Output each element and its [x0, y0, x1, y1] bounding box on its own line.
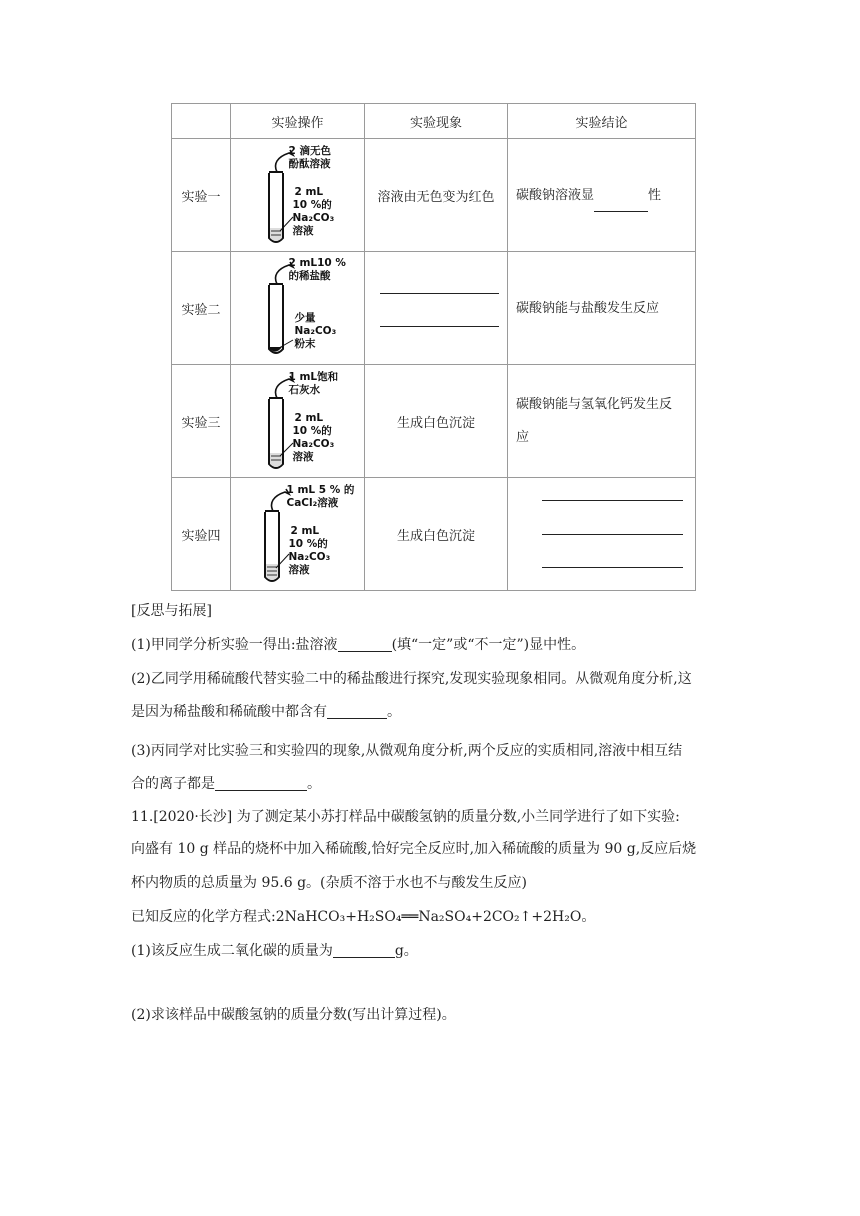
reagent-label: 1 mL饱和 — [288, 371, 339, 383]
reagent-label: 10 %的 — [292, 199, 332, 211]
reagent-label: 酚酞溶液 — [288, 158, 331, 170]
reagent-label: Na₂CO₃ — [292, 438, 335, 450]
reflect-q3-line2: 合的离子都是 。 — [131, 776, 321, 792]
phenomenon-cell — [365, 254, 507, 362]
problem11-line2: 向盛有 10 g 样品的烧杯中加入稀硫酸,恰好完全反应时,加入稀硫酸的质量为 90 g,反应后烧 — [131, 841, 697, 857]
reflect-q2-line2: 是因为稀盐酸和稀硫酸中都含有 。 — [131, 704, 401, 720]
reagent-label: 10 %的 — [292, 425, 332, 437]
test-tube-diagram — [243, 141, 353, 249]
table-row — [172, 365, 696, 478]
reagent-label: 10 %的 — [288, 538, 328, 550]
conclusion-cell: 碳酸钠溶液显 性 — [508, 179, 695, 212]
answer-blank[interactable] — [215, 776, 307, 791]
chemical-equation: 已知反应的化学方程式:2NaHCO₃+H₂SO₄══Na₂SO₄+2CO₂↑+2H₂O。 — [131, 909, 596, 925]
table-row — [172, 252, 696, 365]
phenomenon-cell: 生成白色沉淀 — [365, 478, 508, 591]
header-conclusion: 实验结论 — [508, 104, 696, 139]
reagent-label: Na₂CO₃ — [294, 325, 337, 337]
row-name: 实验二 — [172, 252, 231, 365]
reagent-label: CaCl₂溶液 — [286, 497, 339, 509]
answer-line[interactable] — [542, 567, 683, 568]
experiment-table — [171, 103, 696, 591]
conclusion-cell: 碳酸钠能与盐酸发生反应 — [516, 300, 660, 316]
row-name: 实验三 — [172, 365, 231, 478]
problem11-q1: (1)该反应生成二氧化碳的质量为 g。 — [131, 943, 418, 959]
answer-line[interactable] — [542, 534, 683, 535]
reagent-label: 粉末 — [294, 338, 316, 350]
answer-blank[interactable] — [327, 704, 387, 719]
test-tube-diagram — [243, 480, 353, 588]
answer-blank[interactable] — [338, 637, 392, 652]
reagent-label: 溶液 — [288, 564, 310, 576]
row-name: 实验一 — [172, 139, 231, 252]
answer-blank[interactable] — [333, 943, 395, 958]
reagent-label: 石灰水 — [288, 384, 320, 396]
table-row — [172, 478, 696, 591]
reagent-label: 2 mL10 % — [288, 257, 346, 269]
test-tube-diagram — [243, 367, 353, 475]
reagent-label: 的稀盐酸 — [288, 270, 331, 282]
reagent-label: Na₂CO₃ — [288, 551, 331, 563]
problem11-line1: 11.[2020·长沙] 为了测定某小苏打样品中碳酸氢钠的质量分数,小兰同学进行了如下实验: — [131, 809, 680, 825]
reagent-label: 溶液 — [292, 451, 314, 463]
conclusion-cell: 碳酸钠能与氢氧化钙发生反 应 — [516, 397, 673, 445]
header-empty — [172, 104, 231, 139]
phenomenon-cell: 生成白色沉淀 — [365, 365, 508, 478]
conclusion-cell — [508, 480, 695, 588]
answer-line[interactable] — [542, 500, 683, 501]
problem11-line3: 杯内物质的总质量为 95.6 g。(杂质不溶于水也不与酸发生反应) — [131, 875, 527, 891]
reagent-label: 2 mL — [290, 525, 320, 537]
header-operation: 实验操作 — [231, 104, 365, 139]
answer-blank[interactable] — [594, 195, 648, 212]
reagent-label: 少量 — [294, 312, 316, 324]
reagent-label: 2 滴无色 — [288, 145, 331, 157]
reagent-label: 1 mL 5 % 的 — [286, 484, 355, 496]
row-name: 实验四 — [172, 478, 231, 591]
test-tube-diagram — [243, 254, 353, 362]
answer-line[interactable] — [380, 293, 499, 294]
table-row — [172, 139, 696, 252]
reflect-q2-line1: (2)乙同学用稀硫酸代替实验二中的稀盐酸进行探究,发现实验现象相同。从微观角度分析,这 — [131, 671, 692, 687]
reagent-label: 溶液 — [292, 225, 314, 237]
reflect-heading: [反思与拓展] — [131, 603, 212, 619]
reagent-label: Na₂CO₃ — [292, 212, 335, 224]
reflect-q3-line1: (3)丙同学对比实验三和实验四的现象,从微观角度分析,两个反应的实质相同,溶液中相互结 — [131, 743, 683, 759]
header-phenomenon: 实验现象 — [365, 104, 508, 139]
reflect-q1: (1)甲同学分析实验一得出:盐溶液 (填“一定”或“不一定”)显中性。 — [131, 637, 586, 653]
phenomenon-cell: 溶液由无色变为红色 — [365, 139, 508, 252]
reagent-label: 2 mL — [294, 412, 324, 424]
answer-line[interactable] — [380, 326, 499, 327]
problem11-q2: (2)求该样品中碳酸氢钠的质量分数(写出计算过程)。 — [131, 1007, 456, 1023]
reagent-label: 2 mL — [294, 186, 324, 198]
